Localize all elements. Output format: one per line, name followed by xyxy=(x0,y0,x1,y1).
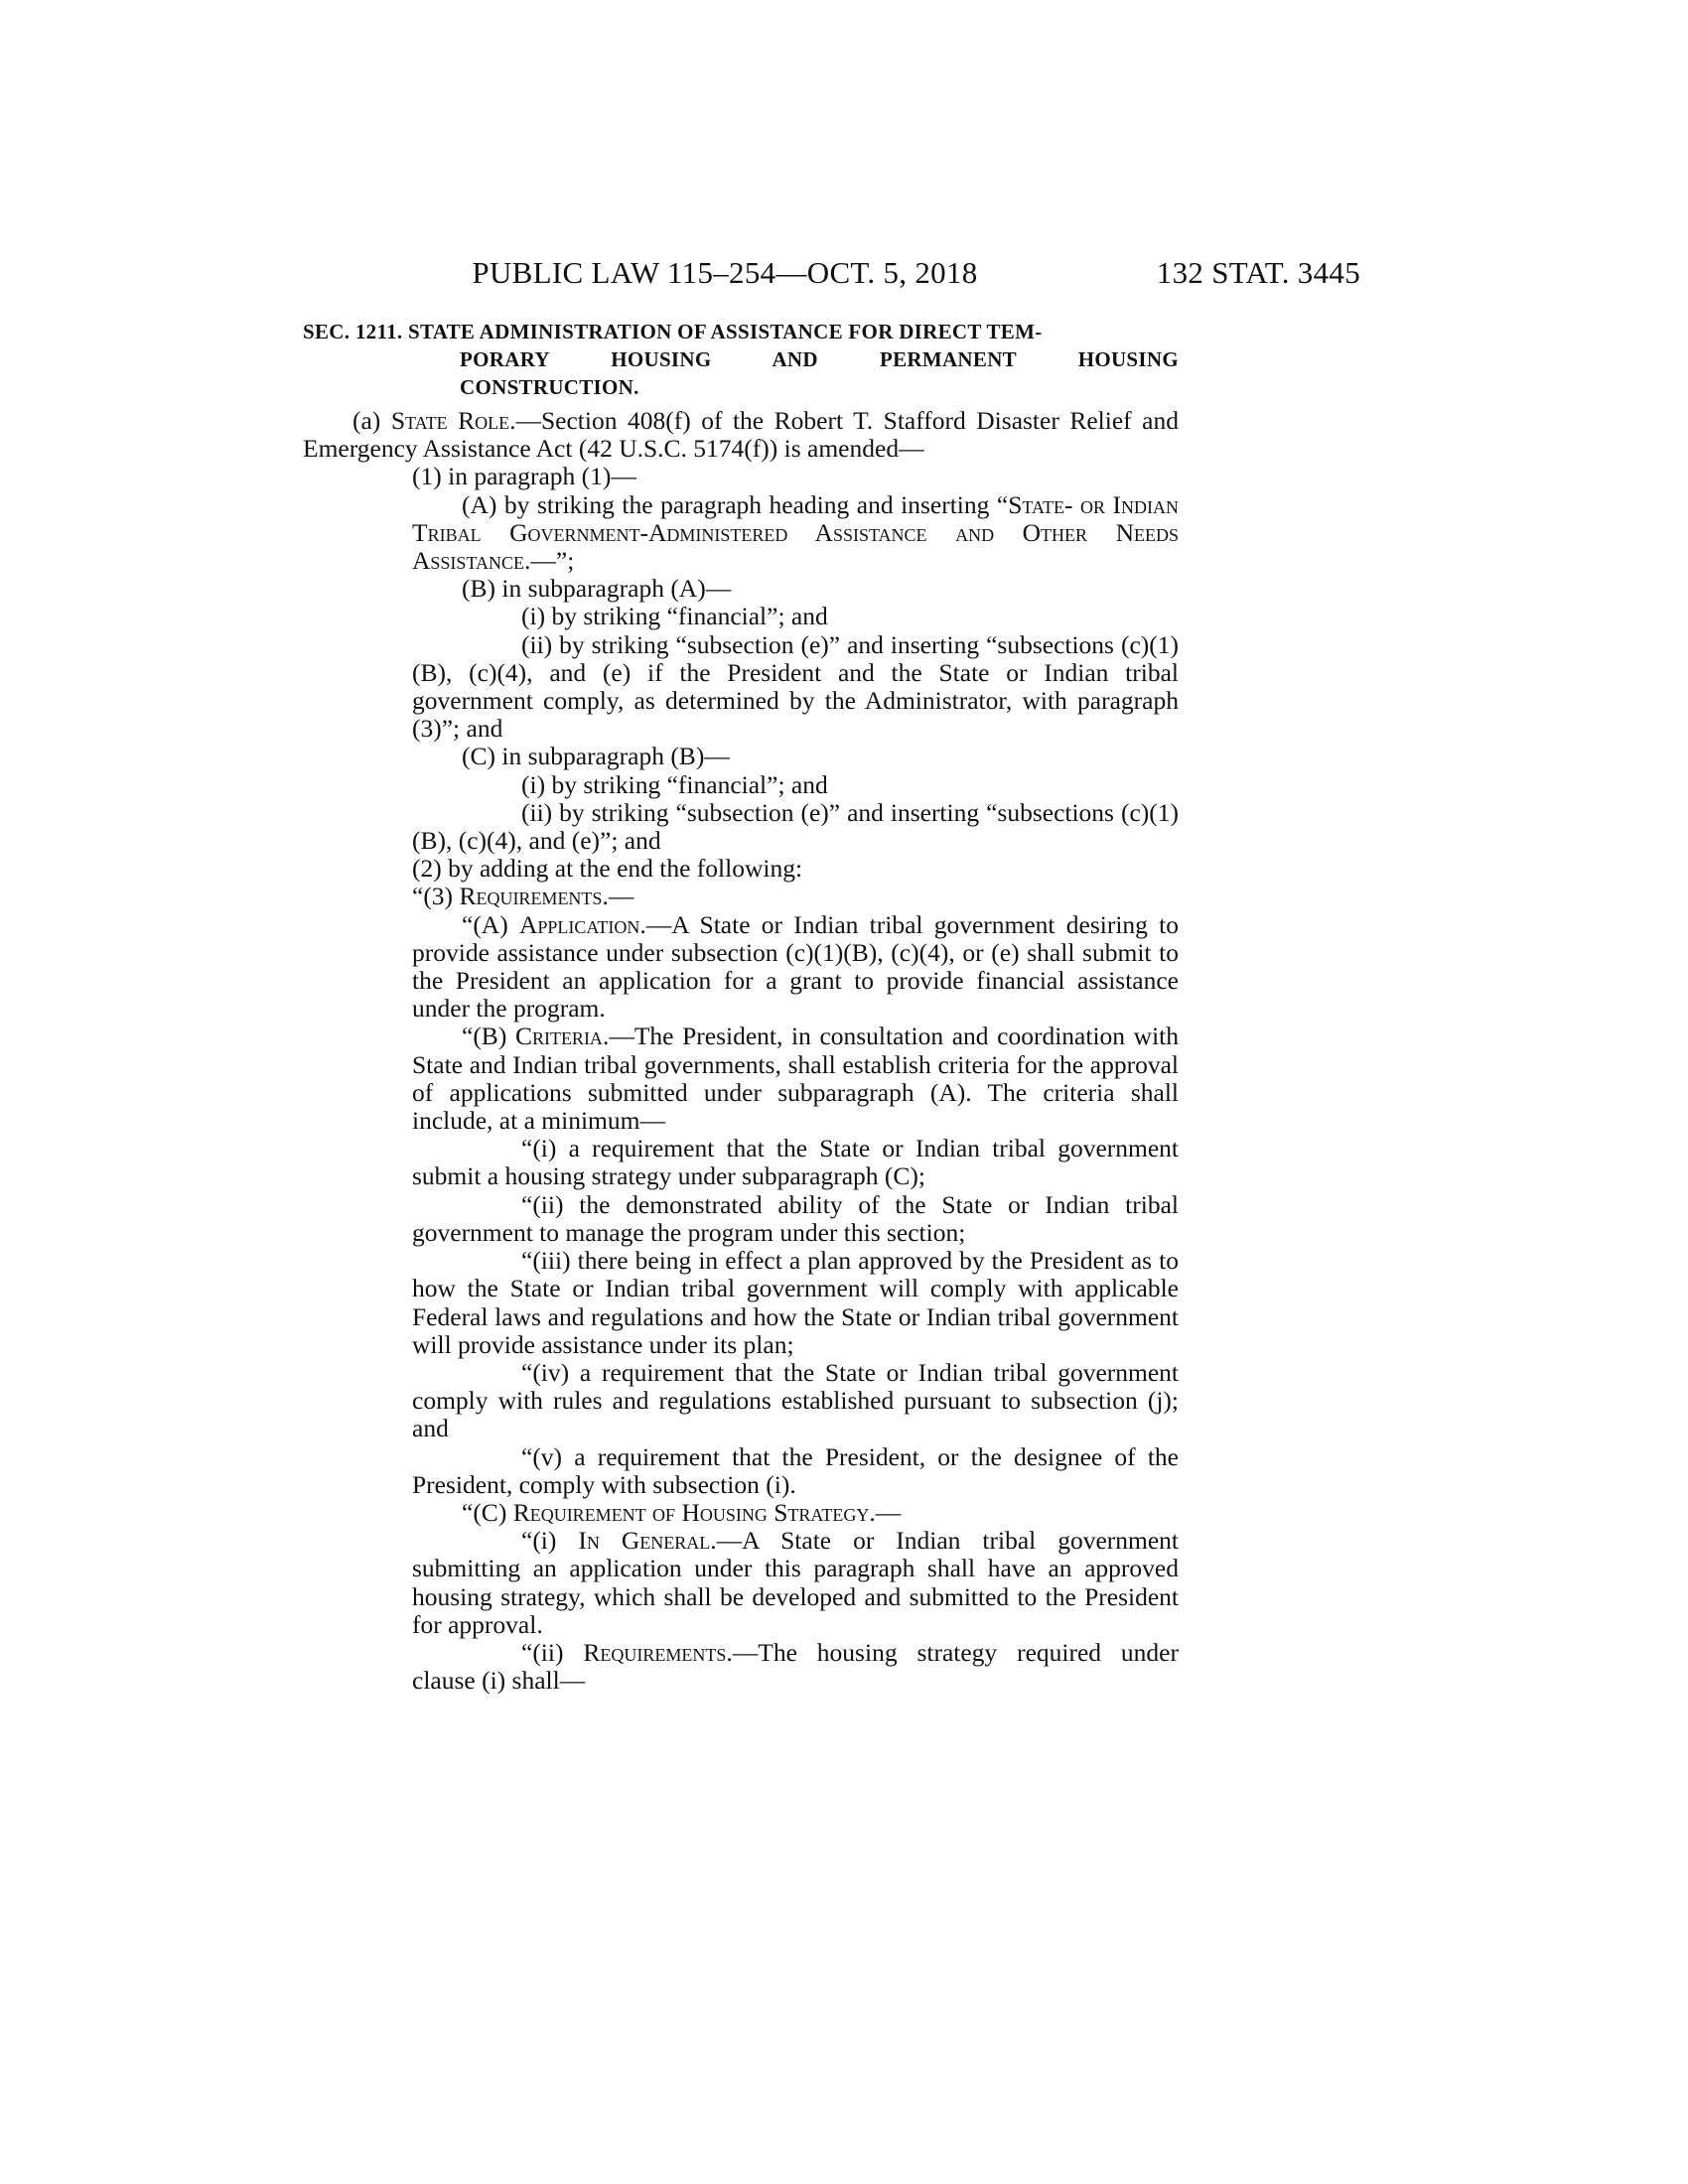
paragraph-a1Bi xyxy=(303,603,1179,630)
paragraph-caption: State Role xyxy=(390,406,510,435)
paragraph-q3B xyxy=(303,1023,1179,1135)
paragraph-caption: Application xyxy=(518,909,640,939)
paragraph-text: “(ii) the demonstrated ability of the State or Indian tribal government to manage the program under this section; xyxy=(412,1189,1179,1247)
running-head xyxy=(427,251,1360,295)
paragraph-lead: “(ii) xyxy=(521,1637,584,1667)
paragraph-text: (ii) by striking “subsection (e)” and inserting “subsections (c)(1)(B), (c)(4), and (e) if the President and the State or Indian tribal government comply, as determined by the Administrator, with paragraph (3)”; and xyxy=(412,629,1179,744)
paragraph-text: (i) by striking “financial”; and xyxy=(521,769,828,799)
paragraph-q3Bi xyxy=(303,1135,1179,1190)
paragraph-lead: (A) by striking the paragraph heading and inserting “ xyxy=(462,489,1009,519)
paragraph-caption: State- or Indian Tribal Government-Administered Assistance and Other Needs Assistance xyxy=(412,489,1179,576)
paragraph-q3C xyxy=(303,1499,1179,1527)
paragraph-a1A xyxy=(303,491,1179,576)
paragraph-text: .—Section 408(f) of the Robert T. Stafford Disaster Relief and Emergency Assistance Act (42 U.S.C. 5174(f)) is amended— xyxy=(303,406,1179,464)
paragraph-q3A xyxy=(303,911,1179,1024)
paragraph-a1Bii xyxy=(303,631,1179,744)
paragraph-caption: Criteria xyxy=(514,1022,603,1051)
paragraph-text: (1) in paragraph (1)— xyxy=(412,462,636,491)
paragraph-lead: “(i) xyxy=(521,1526,579,1556)
paragraph-text: .— xyxy=(869,1497,902,1527)
paragraph-q3Cii xyxy=(303,1639,1179,1695)
paragraph-text: “(iii) there being in effect a plan approved by the President as to how the State or Indian tribal government will comply with applicable Federal laws and regulations and how the State or Indian tribal government will provide assistance under its plan; xyxy=(412,1246,1179,1359)
paragraph-q3Biv xyxy=(303,1359,1179,1443)
paragraph-text: “(i) a requirement that the State or Indian tribal government submit a housing strategy under subparagraph (C); xyxy=(412,1134,1179,1191)
paragraph-text: “(v) a requirement that the President, or the designee of the President, comply with subsection (i). xyxy=(412,1441,1179,1499)
paragraph-q3Ci xyxy=(303,1527,1179,1639)
paragraph-lead: “(B) xyxy=(462,1022,515,1051)
paragraph-lead: (a) xyxy=(352,406,391,435)
paragraph-text: (B) in subparagraph (A)— xyxy=(462,574,732,604)
paragraph-text: (2) by adding at the end the following: xyxy=(412,854,803,884)
paragraph-q3Bv xyxy=(303,1443,1179,1499)
paragraph-text: (ii) by striking “subsection (e)” and inserting “subsections (c)(1)(B), (c)(4), and (e)”; and xyxy=(412,797,1179,856)
statute-page-number: 132 STAT. 3445 xyxy=(1156,255,1360,290)
paragraph-text: .—A State or Indian tribal government submitting an application under this paragraph shall have an approved housing strategy, which shall be developed and submitted to the President for approval. xyxy=(412,1526,1179,1639)
paragraph-text: .—”; xyxy=(524,546,575,576)
paragraph-a1Ci xyxy=(303,771,1179,799)
section-heading-line: SEC. 1211. STATE ADMINISTRATION OF ASSISTANCE FOR DIRECT TEM- xyxy=(303,320,1043,343)
paragraph-caption: Requirement of Housing Strategy xyxy=(512,1497,870,1527)
paragraph-a xyxy=(303,407,1179,463)
paragraph-q3Biii xyxy=(303,1247,1179,1359)
paragraph-caption: Requirements xyxy=(583,1637,727,1667)
paragraph-lead: “(C) xyxy=(462,1497,513,1527)
paragraph-q3 xyxy=(303,883,1179,910)
paragraph-text: .—A State or Indian tribal government desiring to provide assistance under subsection (c)(1)(B), (c)(4), or (e) shall submit to the President an application for a grant to provide financial assistance under the program. xyxy=(412,909,1179,1024)
paragraph-a1B xyxy=(303,575,1179,603)
paragraph-q3Bii xyxy=(303,1191,1179,1247)
section-heading-line: CONSTRUCTION. xyxy=(460,375,639,399)
paragraph-text: .—The housing strategy required under clause (i) shall— xyxy=(412,1637,1179,1696)
paragraph-a1 xyxy=(303,463,1179,490)
paragraph-lead: “(A) xyxy=(462,909,519,939)
section-body xyxy=(303,407,1179,1695)
paragraph-a1C xyxy=(303,743,1179,770)
paragraph-caption: In General xyxy=(578,1526,711,1556)
section-heading-line: PORARY HOUSING AND PERMANENT HOUSING xyxy=(460,347,1179,371)
paragraph-text: .—The President, in consultation and coordination with State and Indian tribal governments, shall establish criteria for the approval of applications submitted under subparagraph (A). The criteria shall include, at a minimum— xyxy=(412,1022,1179,1136)
paragraph-a1Cii xyxy=(303,799,1179,855)
paragraph-text: (i) by striking “financial”; and xyxy=(521,602,828,631)
paragraph-caption: Requirements xyxy=(459,882,603,911)
section-heading xyxy=(303,318,1179,401)
public-law-title: PUBLIC LAW 115–254—OCT. 5, 2018 xyxy=(472,255,978,290)
paragraph-a2 xyxy=(303,855,1179,883)
paragraph-lead: “(3) xyxy=(412,882,460,911)
paragraph-text: (C) in subparagraph (B)— xyxy=(462,742,730,771)
paragraph-text: .— xyxy=(602,882,634,911)
paragraph-text: “(iv) a requirement that the State or Indian tribal government comply with rules and regulations established pursuant to subsection (j); and xyxy=(412,1357,1179,1443)
